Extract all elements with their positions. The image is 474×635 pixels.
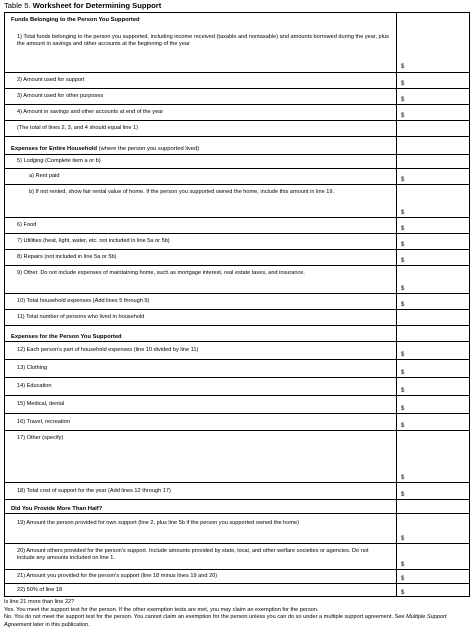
- line-label: 12) Each person's part of household expenses (line 10 divided by line 11): [17, 347, 199, 353]
- line-4-amount[interactable]: [397, 105, 469, 121]
- dollar-sign: $: [401, 242, 405, 248]
- line-label: 18) Total cost of support for the year (Add lines 12 through 17): [17, 488, 171, 494]
- line-label: a) Rent paid: [29, 173, 60, 179]
- table-name: Worksheet for Determining Support: [32, 1, 162, 10]
- line-3-row: [5, 88, 469, 105]
- line-15-amount[interactable]: [397, 396, 469, 414]
- line-12-row: [5, 341, 469, 360]
- line-label: 14) Education: [17, 383, 52, 389]
- line-4-note-row: [5, 120, 469, 137]
- dollar-sign: $: [401, 286, 405, 292]
- dollar-sign: $: [401, 590, 405, 596]
- line-21-row: [5, 569, 469, 584]
- line-note: (The total of lines 2, 3, and 4 should equal line 1): [17, 125, 138, 131]
- line-6-row: [5, 217, 469, 234]
- line-label: 3) Amount used for other purposes: [17, 93, 104, 99]
- line-label: 15) Medical, dental: [17, 401, 65, 407]
- line-7-amount[interactable]: [397, 234, 469, 250]
- section-header: Funds Belonging to the Person You Supported: [11, 17, 140, 23]
- line-17-row: [5, 430, 469, 483]
- dollar-sign: $: [401, 210, 405, 216]
- line-label: 9) Other. Do not include expenses of maintaining home, such as mortgage interest, real estate taxes, and insurance.: [17, 270, 305, 276]
- section-person: [5, 325, 469, 342]
- line-5-row: [5, 154, 469, 169]
- line-label: 13) Clothing: [17, 365, 48, 371]
- section-header: Did You Provide More Than Half?: [11, 506, 103, 512]
- dollar-sign: $: [401, 388, 405, 394]
- dollar-sign: $: [401, 562, 405, 568]
- dollar-sign: $: [401, 258, 405, 264]
- dollar-sign: $: [401, 370, 405, 376]
- line-label: 11) Total number of persons who lived in household: [17, 314, 145, 320]
- dollar-sign: $: [401, 113, 405, 119]
- line-4-row: [5, 104, 469, 121]
- dollar-sign: $: [401, 81, 405, 87]
- line-label: 6) Food: [17, 222, 37, 228]
- dollar-sign: $: [401, 406, 405, 412]
- line-1-row: [5, 32, 469, 72]
- line-2-amount[interactable]: [397, 73, 469, 89]
- line-13-row: [5, 359, 469, 378]
- line-19-amount[interactable]: [397, 514, 469, 544]
- line-label: 5) Lodging (Complete item a or b): [17, 158, 101, 164]
- amount-header-cell: [397, 13, 469, 32]
- line-label: 2) Amount used for support: [17, 77, 85, 83]
- line-label: 16) Travel, recreation: [17, 419, 70, 425]
- line-2-row: [5, 72, 469, 89]
- line-10-amount[interactable]: [397, 294, 469, 310]
- dollar-sign: $: [401, 492, 405, 498]
- line-21-amount[interactable]: [397, 570, 469, 584]
- dollar-sign: $: [401, 226, 405, 232]
- line-15-row: [5, 395, 469, 414]
- line-5a-amount[interactable]: [397, 169, 469, 185]
- line-17-amount[interactable]: [397, 431, 469, 483]
- footer-yes: Yes. You meet the support test for the person. If the other exemption tests are met, you may claim an exemption for the person.: [4, 606, 319, 613]
- dollar-sign: $: [401, 423, 405, 429]
- dollar-sign: $: [401, 302, 405, 308]
- line-label: 10) Total household expenses (Add lines 5 through 9): [17, 298, 150, 304]
- dollar-sign: $: [401, 536, 405, 542]
- line-3-amount[interactable]: [397, 89, 469, 105]
- footer-question: Is line 21 more than line 22?: [4, 599, 75, 605]
- dollar-sign: $: [401, 177, 405, 183]
- dollar-sign: $: [401, 64, 405, 70]
- line-9-row: [5, 265, 469, 294]
- line-11-amount[interactable]: [397, 310, 469, 326]
- line-label: 17) Other (specify): [17, 435, 64, 441]
- line-5b-row: [5, 184, 469, 218]
- line-11-row: [5, 309, 469, 326]
- line-8-row: [5, 249, 469, 266]
- line-9-amount[interactable]: [397, 266, 469, 294]
- section-header: Expenses for the Person You Supported: [11, 334, 122, 340]
- line-18-row: [5, 482, 469, 500]
- line-20-amount[interactable]: [397, 544, 469, 570]
- line-22-amount[interactable]: [397, 584, 469, 598]
- line-6-amount[interactable]: [397, 218, 469, 234]
- line-16-row: [5, 413, 469, 431]
- line-5b-amount[interactable]: [397, 185, 469, 218]
- line-label: 1) Total funds belonging to the person you supported, including income received (taxable and nontaxable) and amounts borrowed during the year, plus the amount in savings and other accounts at the beginning of the year: [17, 34, 389, 48]
- dollar-sign: $: [401, 97, 405, 103]
- line-18-amount[interactable]: [397, 483, 469, 500]
- line-label: 8) Repairs (not included in line 5a or 5b): [17, 254, 117, 260]
- line-19-row: [5, 513, 469, 544]
- table-number: Table 5.: [4, 1, 31, 10]
- line-7-row: [5, 233, 469, 250]
- line-label: 22) 50% of line 18: [17, 587, 63, 593]
- line-label: 4) Amount in savings and other accounts at end of the year: [17, 109, 164, 115]
- dollar-sign: $: [401, 352, 405, 358]
- line-12-amount[interactable]: [397, 342, 469, 360]
- section-header: Expenses for Entire Household (where the person you supported lived): [11, 146, 200, 152]
- worksheet-table: [4, 12, 470, 597]
- line-1-amount[interactable]: [397, 32, 469, 72]
- line-5a-row: [5, 168, 469, 185]
- footer-no: No. You do not meet the support test for the person. You cannot claim an exemption for the person unless you can do so under a multiple support agreement. See Multiple Support Agreement later in this publication.: [4, 614, 447, 628]
- line-8-amount[interactable]: [397, 250, 469, 266]
- line-20-row: [5, 543, 469, 570]
- multiple-support-link[interactable]: Multiple Support Agreement: [4, 614, 447, 628]
- section-household: [5, 136, 469, 155]
- dollar-sign: $: [401, 475, 405, 481]
- line-14-amount[interactable]: [397, 378, 469, 396]
- line-label: 7) Utilities (heat, light, water, etc. not included in line 5a or 5b): [17, 238, 170, 244]
- line-16-amount[interactable]: [397, 414, 469, 431]
- line-label: 20) Amount others provided for the person's support. Include amounts provided by state, local, and other welfare societies or agencies. Do not include any amounts included on line 1.: [17, 548, 369, 562]
- line-label: b) If not rented, show fair rental value of home. If the person you supported owned the home, include this amount in line 19.: [29, 189, 335, 195]
- line-10-row: [5, 293, 469, 310]
- table-title: [4, 1, 161, 11]
- line-13-amount[interactable]: [397, 360, 469, 378]
- line-label: 21) Amount you provided for the person's support (line 18 minus lines 19 and 20): [17, 573, 218, 579]
- line-14-row: [5, 377, 469, 396]
- dollar-sign: $: [401, 576, 405, 582]
- line-label: 19) Amount the person provided for own support (line 2, plus line 5b if the person you supported owned the home): [17, 520, 300, 526]
- worksheet-footer: [4, 599, 470, 629]
- section-half: [5, 499, 469, 514]
- line-22-row: [5, 583, 469, 598]
